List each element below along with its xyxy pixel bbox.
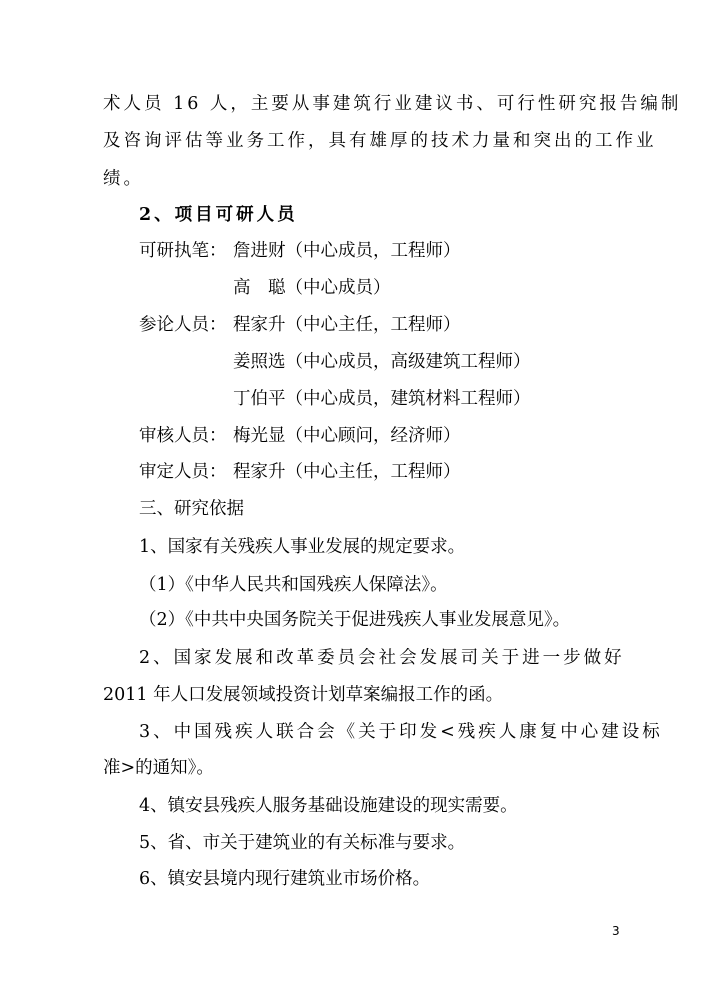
basis-item-1-sub-1: （1）《中华人民共和国残疾人保障法》。: [139, 575, 448, 595]
staff-row: [0, 236, 703, 266]
staff-row: [0, 273, 703, 303]
section-2-heading: 2、项目可研人员: [139, 205, 298, 225]
staff-role: 审定人员：: [139, 462, 227, 482]
staff-entry: 梅光显（中心顾问，经济师）: [233, 426, 461, 446]
staff-row: [0, 310, 703, 340]
staff-row: [0, 384, 703, 414]
staff-entry: 程家升（中心主任，工程师）: [233, 462, 461, 482]
basis-item-2-line-2: 2011 年人口发展领域投资计划草案编报工作的函。: [103, 685, 504, 705]
intro-line-3: 绩。: [103, 169, 144, 189]
basis-item-5: 5、省、市关于建筑业的有关标准与要求。: [139, 833, 466, 853]
intro-line-1: 术人员 16 人，主要从事建筑行业建议书、可行性研究报告编制: [103, 94, 682, 114]
basis-item-2-line-1: 2、国家发展和改革委员会社会发展司关于进一步做好: [139, 648, 625, 668]
basis-item-1-sub-2: （2）《中共中央国务院关于促进残疾人事业发展意见》。: [139, 610, 571, 630]
staff-role: 审核人员：: [139, 426, 227, 446]
intro-line-2: 及咨询评估等业务工作，具有雄厚的技术力量和突出的工作业: [103, 131, 657, 151]
page-number: 3: [612, 924, 620, 938]
basis-item-1: 1、国家有关残疾人事业发展的规定要求。: [139, 537, 466, 557]
staff-entry: 程家升（中心主任，工程师）: [233, 315, 461, 335]
staff-entry: 姜照选（中心成员，高级建筑工程师）: [233, 352, 531, 372]
staff-entry: 丁伯平（中心成员，建筑材料工程师）: [233, 389, 531, 409]
staff-entry: 詹进财（中心成员，工程师）: [233, 241, 461, 261]
basis-item-6: 6、镇安县境内现行建筑业市场价格。: [139, 869, 431, 889]
basis-item-3-line-1: 3、中国残疾人联合会《关于印发<残疾人康复中心建设标: [139, 722, 663, 742]
section-3-heading: 三、研究依据: [139, 499, 244, 519]
staff-row: [0, 347, 703, 377]
staff-row: [0, 421, 703, 451]
staff-role: 可研执笔：: [139, 241, 227, 261]
staff-row: [0, 457, 703, 487]
basis-item-4: 4、镇安县残疾人服务基础设施建设的现实需要。: [139, 796, 518, 816]
staff-role: 参论人员：: [139, 315, 227, 335]
basis-item-3-line-2: 准>的通知》。: [103, 758, 214, 778]
staff-entry: 高 聪（中心成员）: [233, 278, 391, 298]
